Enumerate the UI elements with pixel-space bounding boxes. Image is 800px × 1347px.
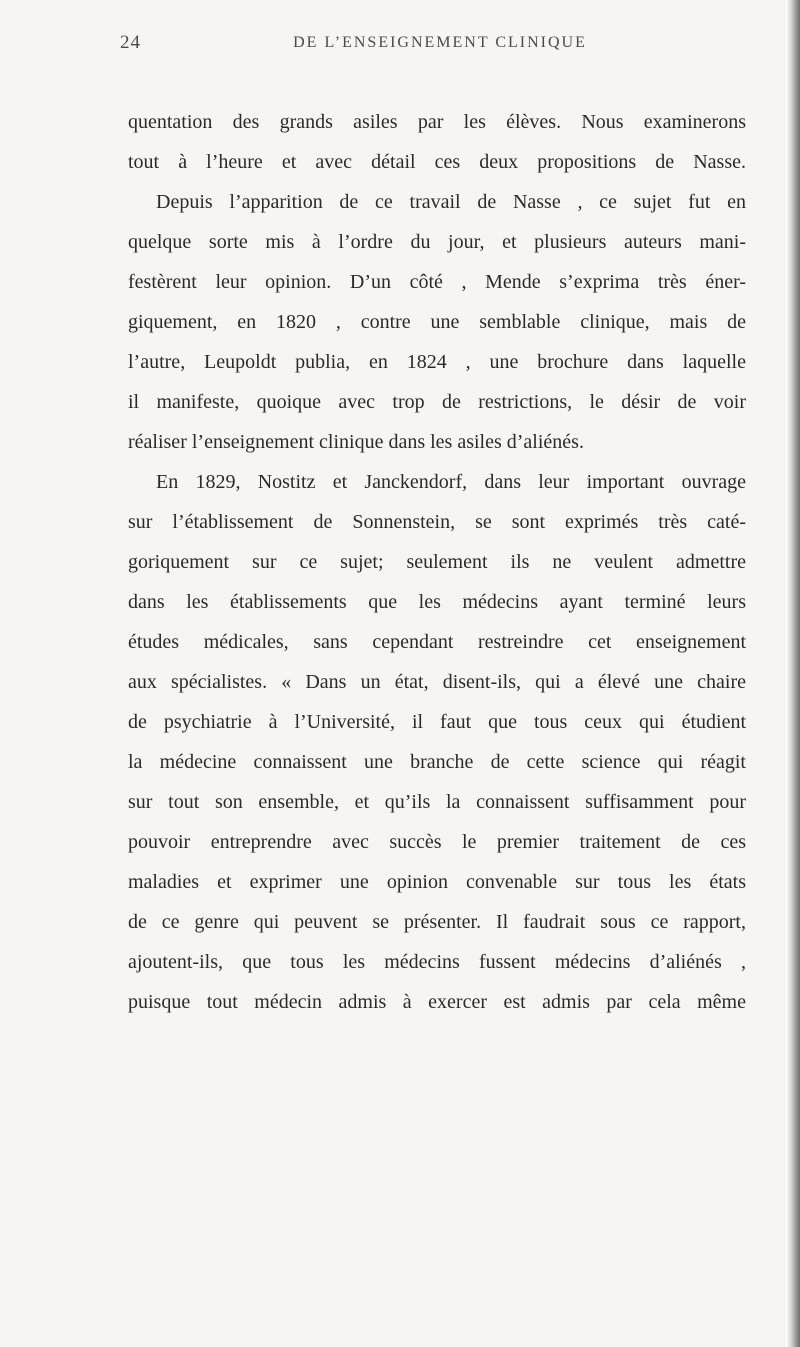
text-line: réaliser l’enseignement clinique dans les asiles d’aliénés. — [128, 431, 584, 453]
text-line: de ce genre qui peuvent se présenter. Il faudrait sous ce rapport, — [128, 911, 746, 933]
text-line: sur l’établissement de Sonnenstein, se sont exprimés très caté- — [128, 511, 746, 533]
text-line: maladies et exprimer une opinion convenable sur tous les états — [128, 871, 746, 893]
running-title: DE L’ENSEIGNEMENT CLINIQUE — [293, 34, 587, 51]
text-line: En 1829, Nostitz et Janckendorf, dans leur important ouvrage — [156, 471, 746, 493]
text-line: puisque tout médecin admis à exercer est admis par cela même — [128, 991, 746, 1013]
text-line: quelque sorte mis à l’ordre du jour, et plusieurs auteurs mani- — [128, 231, 746, 253]
text-line: l’autre, Leupoldt publia, en 1824 , une brochure dans laquelle — [128, 351, 746, 373]
text-line: ajoutent-ils, que tous les médecins fussent médecins d’aliénés , — [128, 951, 746, 973]
text-line: il manifeste, quoique avec trop de restrictions, le désir de voir — [128, 391, 746, 413]
page-number: 24 — [120, 32, 141, 53]
page-edge-shadow — [786, 0, 800, 1347]
text-line: Depuis l’apparition de ce travail de Nasse , ce sujet fut en — [156, 191, 746, 213]
text-line: sur tout son ensemble, et qu’ils la connaissent suffisamment pour — [128, 791, 746, 813]
text-line: quentation des grands asiles par les élèves. Nous examinerons — [128, 111, 746, 133]
text-line: festèrent leur opinion. D’un côté , Mende s’exprima très éner- — [128, 271, 746, 293]
body-text — [128, 102, 746, 1022]
text-line: dans les établissements que les médecins ayant terminé leurs — [128, 591, 746, 613]
page-header — [120, 32, 760, 62]
text-line: goriquement sur ce sujet; seulement ils ne veulent admettre — [128, 551, 746, 573]
text-line: aux spécialistes. « Dans un état, disent-ils, qui a élevé une chaire — [128, 671, 746, 693]
text-line: la médecine connaissent une branche de cette science qui réagit — [128, 751, 746, 773]
text-line: études médicales, sans cependant restreindre cet enseignement — [128, 631, 746, 653]
text-line: tout à l’heure et avec détail ces deux propositions de Nasse. — [128, 151, 746, 173]
text-line: de psychiatrie à l’Université, il faut que tous ceux qui étudient — [128, 711, 746, 733]
text-line: pouvoir entreprendre avec succès le premier traitement de ces — [128, 831, 746, 853]
text-line: giquement, en 1820 , contre une semblable clinique, mais de — [128, 311, 746, 333]
